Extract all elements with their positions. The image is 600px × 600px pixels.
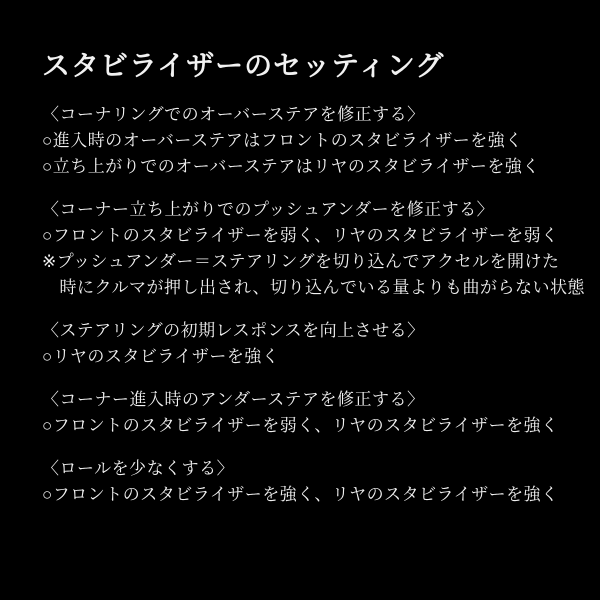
body-line: ○フロントのスタビライザーを強く、リヤのスタビライザーを強く [42,485,559,504]
page-title: スタビライザーのセッティング [42,50,445,81]
section-heading: 〈コーナリングでのオーバーステアを修正する〉 [42,105,425,124]
section-reduce-roll [42,456,586,508]
section-cornering-oversteer [42,102,586,180]
section-corner-exit-push-understeer [42,197,586,301]
section-heading: 〈ロールを少なくする〉 [42,459,235,478]
body-line: ○立ち上がりでのオーバーステアはリヤのスタビライザーを強く [42,157,540,176]
section-heading: 〈コーナー進入時のアンダーステアを修正する〉 [42,390,425,409]
body-line: ○フロントのスタビライザーを弱く、リヤのスタビライザーを弱く [42,226,559,245]
section-heading: 〈ステアリングの初期レスポンスを向上させる〉 [42,321,425,340]
section-corner-entry-understeer [42,387,586,439]
body-line: ○リヤのスタビライザーを強く [42,347,280,366]
section-heading: 〈コーナー立ち上がりでのプッシュアンダーを修正する〉 [42,200,495,219]
body-line: ○進入時のオーバーステアはフロントのスタビライザーを強く [42,131,523,150]
section-steering-initial-response [42,318,586,370]
body-line: ○フロントのスタビライザーを弱く、リヤのスタビライザーを強く [42,416,559,435]
body-line: 時にクルマが押し出され、切り込んでいる量よりも曲がらない状態 [42,278,586,297]
body-line: ※プッシュアンダー＝ステアリングを切り込んでアクセルを開けた [42,252,560,271]
